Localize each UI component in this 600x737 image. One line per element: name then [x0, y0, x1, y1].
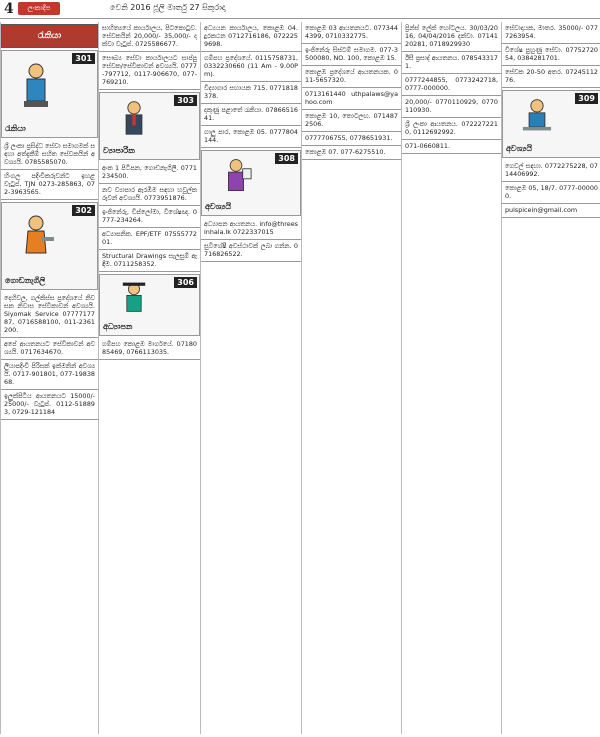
section-label: රැකියා — [5, 124, 26, 133]
classified-ad: කොළඹ 10, තොටලඟ. 0714872506. — [302, 110, 401, 132]
classified-ad: කොළඹ 05, 18/7. 0777-000000. — [502, 182, 600, 204]
section-label: ගොඩනැගිලි — [5, 276, 46, 285]
section-number: 309 — [575, 93, 598, 104]
section-301 — [1, 50, 98, 138]
student-illustration-icon — [114, 281, 154, 321]
classified-ad: දකුණු පළාතේ රැකියා. 0786651641. — [201, 104, 301, 126]
page-header — [0, 0, 600, 19]
column-5 — [401, 22, 501, 734]
classified-ad: දෙහිවල, ගල්කිස්ස ප්‍රදේශයේ නිවසක නිවාස සේවිකාවන් අවශ්‍යයි. Siyomak Service 0777717787, 0716588100, 011-2361200. — [1, 292, 98, 338]
classified-ad: 0777244855, 0773242718, 0777-000000. — [402, 74, 501, 96]
office-worker-illustration-icon — [517, 97, 557, 141]
classified-ad: ශ්‍රී ලංකා ආයතනය. 0722272210, 0112692992. — [402, 118, 501, 140]
classified-ad: අංක 1 පිටිපන, ගොඩනැගිලි. 0771234500. — [99, 162, 200, 184]
classified-ad: සුවිශේෂී අවස්ථාවක් ලබා ගන්න. 0716826522. — [201, 240, 301, 262]
businessman-illustration-icon — [114, 99, 154, 143]
classified-ad: ඊසී ප්‍රසාද් ආයතනය. 0785433171. — [402, 52, 501, 74]
classified-ad: 0777706755, 0778651931. — [302, 132, 401, 146]
classified-ad: අධ්‍යාපන ආයතනය. info@threesinhala.lk 0722337015 — [201, 218, 301, 240]
column-3 — [200, 22, 301, 734]
section-309 — [502, 90, 600, 158]
classified-ad: කොළඹ ප්‍රදේශයේ ආයතනයක. 011-5657320. — [302, 66, 401, 88]
classified-ad: ගම්පහ කොළඹ මාර්ගයේ. 0718085469, 0766113035. — [99, 338, 200, 360]
classified-ad: අධ්‍යාපනික. EPF/ETF 0755577201. — [99, 228, 200, 250]
classified-ad: සාහිත්‍යයේ කාර්යාලය, පිටකොටුව. සේවකයින් 20,000/- 35,000/- දක්වා වැටුප්. 0725586677. — [99, 22, 200, 52]
section-label: අවශ්‍යයි — [506, 144, 533, 153]
classified-ad: 0713161440 uthpalaws@yahoo.com — [302, 88, 401, 110]
classified-ad: නව ව්‍යාපාර ඇරඹීම සඳහා හවුල්කරුවන් අවශ්‍යයි. 0773951876. — [99, 184, 200, 206]
classified-ad: Structural Drawings සැලසුම් ඇඳීම. 0711258352. — [99, 250, 200, 272]
section-306 — [99, 274, 200, 336]
teacher-illustration-icon — [216, 157, 256, 199]
section-label: අවශ්‍යයි — [205, 202, 232, 211]
classified-ad: කොළඹ 03 ආයතනයට. 0773444399, 0710332775. — [302, 22, 401, 44]
column-2 — [98, 22, 200, 734]
section-302 — [1, 202, 98, 290]
section-label: අධ්‍යාපන — [103, 322, 133, 331]
classified-ad: හිංගල පදිංචිකරුවන්ට ඉහළ වැටුප්, TJN 0273-285863, 072-3963565. — [1, 170, 98, 200]
classified-ad: විශේෂ පුහුණු සේවා. 0775272054, 0384281701. — [502, 44, 600, 66]
classified-ad: ඉංජිනේරු සිස්ටම් සමාගම. 077-3500080, NO. 100, කොළඹ 15. — [302, 44, 401, 66]
category-banner: රැකියා — [1, 24, 98, 48]
column-6 — [501, 22, 600, 734]
classified-ad: ගම්පහ ප්‍රදේශයේ. 0115758731, 0332230660 (11 Am - 9.00Pm). — [201, 52, 301, 82]
classified-ad: අධ්‍යයන කාර්යාලය, කොළඹ 04. දුරකථන 0712716186, 0722259698. — [201, 22, 301, 52]
classified-ad: 20,000/- 0770110929, 0770110930. — [402, 96, 501, 118]
classified-ad: සේවක 20-50 අතර. 0724511276. — [502, 66, 600, 88]
classified-ad: කොළඹ 07. 077-6275510. — [302, 146, 401, 160]
section-303 — [99, 92, 200, 160]
classified-ad: ගාලු පාර, කොළඹ 05. 0777804144. — [201, 126, 301, 148]
classified-ad: 071-0660811. — [402, 140, 501, 154]
section-number: 303 — [174, 95, 197, 106]
classified-ad: ප්‍රින්ස් ලේක් හෝටලය. 30/03/2016, 04/04/2016 දක්වා. 0714120281, 0718929930 — [402, 22, 501, 52]
section-number: 306 — [174, 277, 197, 288]
classified-ad: ඉලුක්පිටිය ආයතනයට 15000/- 25000/- වැටුප්. 0112-518893, 0729-121184 — [1, 390, 98, 420]
section-number: 301 — [72, 53, 95, 64]
issue-date: වෙනි 2016 ජූලි මාර්තු 27 සිකුරාදා — [110, 3, 226, 12]
classified-ad: ඉංජිනේරු, ඩිප්ලෝමා, විශේෂඥ. 0777-234264. — [99, 206, 200, 228]
classified-ad: අපේ ආයතනයට සේවිකාවන් අවශ්‍යයි. 0717634670. — [1, 338, 98, 360]
page-number: 4 — [4, 1, 14, 17]
builder-illustration-icon — [16, 213, 56, 263]
section-number: 302 — [72, 205, 95, 216]
newspaper-logo: ලංකාදීප — [18, 2, 60, 15]
classified-ad: විද්‍යාගාර සහායක 715. 0771818378. — [201, 82, 301, 104]
section-label: ව්‍යාපාරික — [103, 146, 135, 155]
classified-ad: ගෙවල් සඳහා. 0772275228, 0714406992. — [502, 160, 600, 182]
section-308 — [201, 150, 301, 216]
column-4 — [301, 22, 401, 734]
section-number: 308 — [275, 153, 298, 164]
classified-ad: ලියාපදිංචි පිරිසක් ඉක්මනින් අවශ්‍යයි. 0717-901801, 077-1983868. — [1, 360, 98, 390]
classified-ad: සේවාදායක, මාතර. 35000/- 0777263954. — [502, 22, 600, 44]
worker-illustration-icon — [16, 61, 56, 111]
classified-ad: pulspicein@gmail.com — [502, 204, 600, 218]
classified-ad: සෞඛ්‍ය සේවා කාර්යාලයට සාප්පු සේවක/සේවිකාවන් අවශ්‍යයි. 0777-797712, 0117-906670, 077-769210. — [99, 52, 200, 90]
column-1 — [0, 22, 98, 734]
classified-ad: ශ්‍රී ලංකා ප්‍රසිද්ධ සේවා සමාගමක් සඳහා අත්දැකීම් සහිත සේවකයින් අවශ්‍යයි. 0785585070. — [1, 140, 98, 170]
